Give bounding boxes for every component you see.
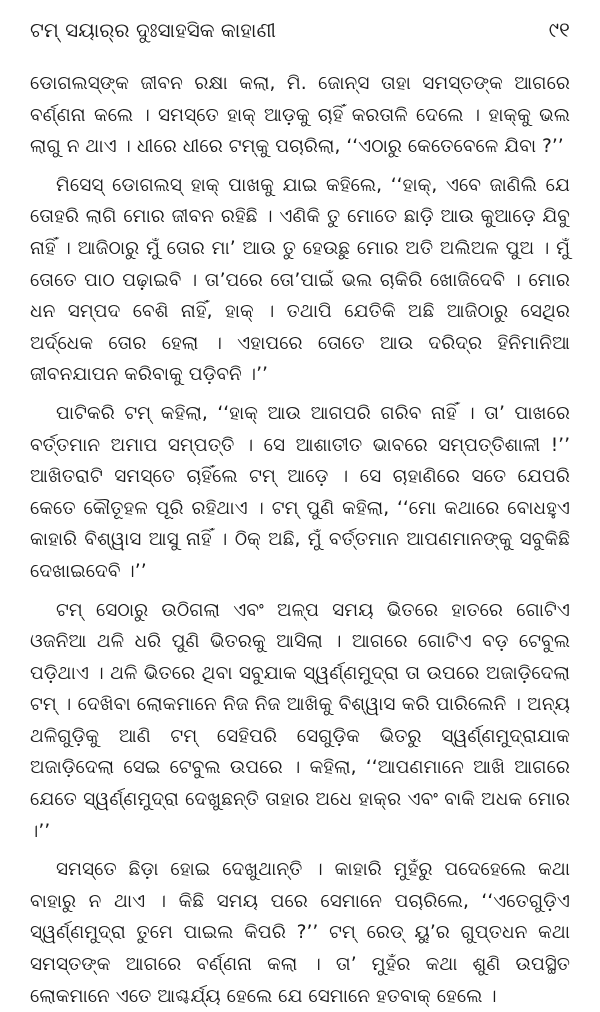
running-title: ଟମ୍ ସୟାର୍‌ର ଦୁଃସାହସିକ କାହାଣୀ — [30, 18, 276, 42]
running-header — [30, 10, 570, 50]
page-number: ୯୧ — [548, 18, 570, 42]
paragraph: ମିସେସ୍ ଡୋଗଲସ୍ ହାକ୍ ପାଖକୁ ଯାଇ କହିଲେ, ‘‘ହାକ୍, ଏବେ ଜାଣିଲି ଯେ ତୋହରି ଲାଗି ମୋର ଜୀବନ ରହିଛି । ଏଣିକି ତୁ ମୋତେ ଛାଡ଼ି ଆଉ କୁଆଡ଼େ ଯିବୁ ନାହିଁ । ଆଜିଠାରୁ ମୁଁ ତୋର ମା’ ଆଉ ତୁ ହେଉଛୁ ମୋର ଅତି ଅଲିଅଳ ପୁଅ । ମୁଁ ତୋତେ ପାଠ ପଢ଼ାଇବି । ତା’ପରେ ତୋ’ପାଇଁ ଭଲ ଚାକିରି ଖୋଜିଦେବି । ମୋର ଧନ ସମ୍ପଦ ବେଶି ନାହିଁ, ହାକ୍ । ତଥାପି ଯେତିକି ଅଛି ଆଜିଠାରୁ ସେଥିର ଅର୍ଦ୍ଧେକ ତୋର ହେଲା । ଏହାପରେ ତୋତେ ଆଉ ଦରିଦ୍ର ହିନିମାନିଆ ଜୀବନଯାପନ କରିବାକୁ ପଡ଼ିବନି ।’’ — [30, 174, 570, 386]
paragraph: ପାଟିକରି ଟମ୍ କହିଲା, ‘‘ହାକ୍ ଆଉ ଆଗପରି ଗରିବ ନାହିଁ । ତା’ ପାଖରେ ବର୍ତ୍ତମାନ ଅମାପ ସମ୍ପତ୍ତି । ସେ ଆଶାତୀତ ଭାବରେ ସମ୍ପତ୍ତିଶାଳୀ !’’ ଆଖିତରାଟି ସମସ୍ତେ ଚାହିଁଲେ ଟମ୍ ଆଡ଼େ । ସେ ଚାହାଣିରେ ସତେ ଯେପରି କେତେ କୌତୂହଳ ପୂରି ରହିଥାଏ । ଟମ୍ ପୁଣି କହିଲା, ‘‘ମୋ କଥାରେ ବୋଧହୁଏ କାହାରି ବିଶ୍ୱାସ ଆସୁ ନାହିଁ । ଠିକ୍ ଅଛି, ମୁଁ ବର୍ତ୍ତମାନ ଆପଣମାନଙ୍କୁ ସବୁକିଛି ଦେଖାଇଦେବି ।’’ — [30, 402, 570, 582]
paragraph: ଟମ୍ ସେଠାରୁ ଉଠିଗଲା ଏବଂ ଅଳ୍ପ ସମୟ ଭିତରେ ହାତରେ ଗୋଟିଏ ଓଜନିଆ ଥଳି ଧରି ପୁଣି ଭିତରକୁ ଆସିଲା । ଆଗରେ ଗୋଟିଏ ବଡ଼ ଟେବୁଲ ପଡ଼ିଥାଏ । ଥଳି ଭିତରେ ଥିବା ସବୁଯାକ ସ୍ୱର୍ଣ୍ଣମୁଦ୍ରା ତା ଉପରେ ଅଜାଡ଼ିଦେଲା ଟମ୍ । ଦେଖିବା ଲୋକମାନେ ନିଜ ନିଜ ଆଖିକୁ ବିଶ୍ୱାସ କରି ପାରିଲେନି । ଅନ୍ୟ ଥଳିଗୁଡ଼ିକୁ ଆଣି ଟମ୍ ସେହିପରି ସେଗୁଡ଼ିକ ଭିତରୁ ସ୍ୱର୍ଣ୍ଣମୁଦ୍ରାଯାକ ଅଜାଡ଼ିଦେଲା ସେଇ ଟେବୁଲ ଉପରେ । କହିଲା, ‘‘ଆପଣମାନେ ଆଖି ଆଗରେ ଯେତେ ସ୍ୱର୍ଣ୍ଣମୁଦ୍ରା ଦେଖୁଛନ୍ତି ତାହାର ଅଧେ ହାକ୍‌ର ଏବଂ ବାକି ଅଧକ ମୋର ।’’ — [30, 599, 570, 842]
paragraph: ଡୋଗଲସ୍‌ଙ୍କ ଜୀବନ ରକ୍ଷା କଲା, ମି. ଜୋନ୍‌ସ ତାହା ସମସ୍ତଙ୍କ ଆଗରେ ବର୍ଣ୍ଣନା କଲେ । ସମସ୍ତେ ହାକ୍ ଆଡ଼କୁ ଚାହିଁ କରତାଳି ଦେଲେ । ହାକ୍‌କୁ ଭଲ ଲାଗୁ ନ ଥାଏ । ଧୀରେ ଧୀରେ ଟମ୍‌କୁ ପଚାରିଲା, ‘‘ଏଠାରୁ କେତେବେଳେ ଯିବା ?’’ — [30, 73, 570, 158]
paragraph: ସମସ୍ତେ ଛିଡ଼ା ହୋଇ ଦେଖୁଥାନ୍ତି । କାହାରି ମୁହଁରୁ ପଦେହେଲେ କଥା ବାହାରୁ ନ ଥାଏ । କିଛି ସମୟ ପରେ ସେମାନେ ପଚାରିଲେ, ‘‘ଏତେଗୁଡ଼ିଏ ସ୍ୱର୍ଣ୍ଣମୁଦ୍ରା ତୁମେ ପାଇଲ କିପରି ?’’ ଟମ୍ ରେଡ୍ ୟୁ’ର ଗୁପ୍ତଧନ କଥା ସମସ୍ତଙ୍କ ଆଗରେ ବର୍ଣ୍ଣନା କଲା । ତା’ ମୁହଁର କଥା ଶୁଣି ଉପସ୍ଥିତ ଲୋକମାନେ ଏତେ ଆଶ୍ଚର୍ଯ୍ୟ ହେଲେ ଯେ ସେମାନେ ହତବାକ୍ ହେଲେ । — [30, 859, 570, 1007]
body-text — [30, 68, 570, 1012]
